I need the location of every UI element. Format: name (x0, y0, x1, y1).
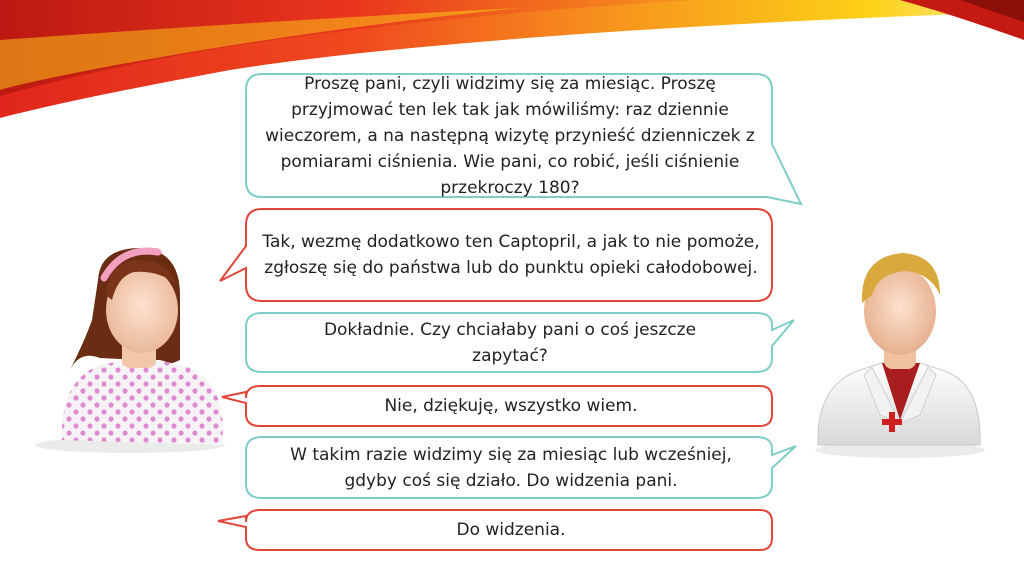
patient-avatar-icon (30, 240, 230, 455)
bubble-patient-2-text: Nie, dziękuję, wszystko wiem. (384, 396, 638, 416)
bubble-patient-3-text: Do widzenia. (456, 520, 566, 540)
bubble-patient-1-text: Tak, wezmę dodatkowo ten Captopril, a jak to nie pomoże, zgłoszę się do państwa lub do punktu opieki całodobowej. (262, 232, 760, 278)
doctor-avatar-icon (810, 245, 985, 460)
bubble-doctor-2-text: Dokładnie. Czy chciałaby pani o coś jeszcze zapytać? (323, 319, 697, 366)
bubble-doctor-3-text: W takim razie widzimy się za miesiąc lub wcześniej, gdyby coś się działo. Do widzenia pani. (290, 444, 732, 491)
bubble-doctor-1-text: Proszę pani, czyli widzimy się za miesiąc. Proszę przyjmować ten lek tak jak mówiliśmy: raz dziennie wieczorem, a na następną wizytę przynieść dzienniczek z pomiarami ciśnienia. Wie pani, co robić, jeśli ciśnienie przekroczy 180? (265, 73, 755, 198)
